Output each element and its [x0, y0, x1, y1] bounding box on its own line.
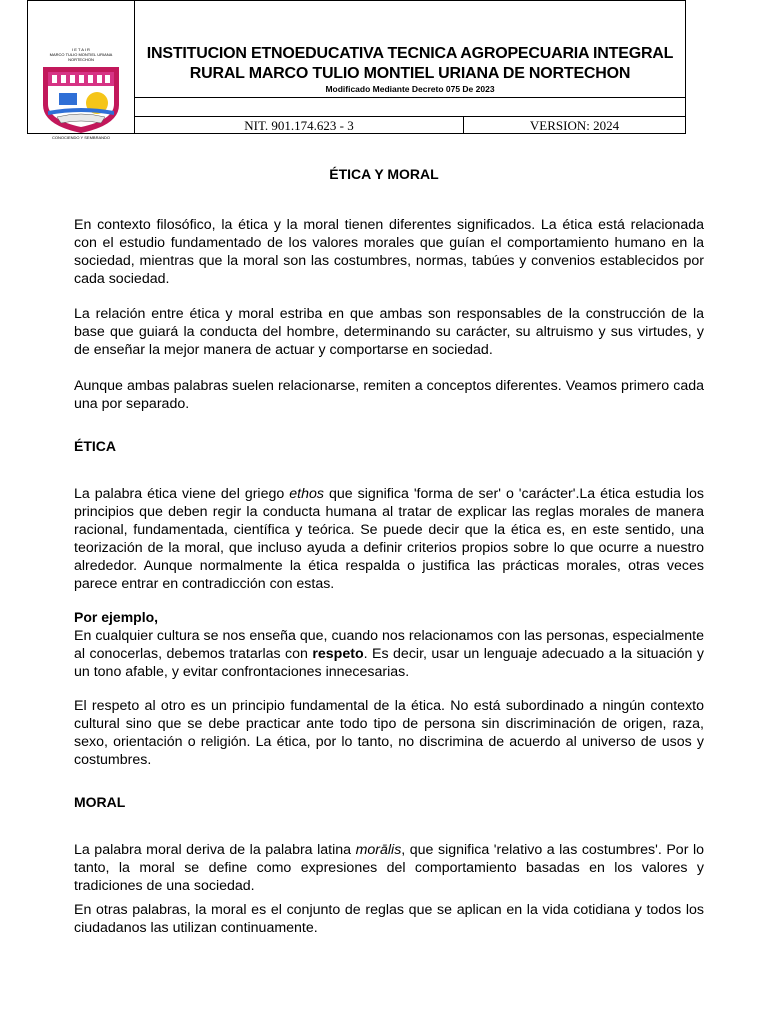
institution-name — [135, 44, 685, 84]
intro-paragraph-2: La relación entre ética y moral estriba en que ambas son responsables de la construcción de la base que guiará la conducta del hombre, determinando su carácter, su altruismo y sus virtudes, y de enseñar la mejor manera de actuar y comportarse en sociedad. — [74, 306, 704, 358]
nit-number: NIT. 901.174.623 - 3 — [244, 118, 354, 133]
moral-paragraph-2: En otras palabras, la moral es el conjunto de reglas que se aplican en la vida cotidiana y todos los ciudadanos las utilizan continuamente. — [74, 902, 704, 936]
logo-caption-line: MARCO TULIO MONTIEL URIANA — [49, 52, 113, 57]
example-text: En cualquier cultura se nos enseña que, cuando nos relacionamos con las personas, especialmente al conocerlas, debemos tratarlas con — [74, 628, 704, 662]
example-paragraph — [74, 627, 704, 681]
etica-paragraph — [74, 485, 704, 593]
document-title: ÉTICA Y MORAL — [329, 166, 439, 182]
decree-note: Modificado Mediante Decreto 075 De 2023 — [325, 84, 495, 94]
ethos-term: ethos — [289, 486, 324, 502]
etica-text: que significa 'forma de ser' o 'carácter'.La ética estudia los principios que deben regir la conducta humana al tratar de explicar las reglas morales de manera racional, fundamentada, científica y teórica. Se puede decir que la ética es, en este sentido, una teorización de la moral, que incluso ayuda a definir criterios propios sobre lo que ocurre a nuestro alrededor. Aunque normalmente la ética respalda o justifica las prácticas morales, otras veces parece entrar en contradicción con estas. — [74, 486, 704, 592]
logo-caption-line: I E T A I R — [72, 47, 90, 52]
version-label: VERSION: 2024 — [529, 118, 620, 133]
moral-paragraph-1 — [74, 841, 704, 895]
moral-text: La palabra moral deriva de la palabra latina — [74, 842, 356, 858]
intro-paragraph-1: En contexto filosófico, la ética y la moral tienen diferentes significados. La ética está relacionada con el estudio fundamentado de los valores morales que guían el comportamiento humano en la sociedad, mientras que la moral son las costumbres, normas, tabúes y convenios establecidos por cada sociedad. — [74, 217, 704, 287]
intro-paragraph-3: Aunque ambas palabras suelen relacionarse, remiten a conceptos diferentes. Veamos primero cada una por separado. — [74, 378, 704, 412]
etica-heading: ÉTICA — [74, 438, 116, 454]
moral-heading: MORAL — [74, 794, 126, 810]
logo-caption-line: NORTECHON — [68, 57, 94, 62]
institution-name-line1: INSTITUCION ETNOEDUCATIVA TECNICA AGROPECUARIA INTEGRAL — [146, 45, 674, 62]
logo-motto: CONOCIENDO Y SEMBRANDO — [51, 135, 111, 140]
school-crest-logo — [39, 63, 123, 135]
document-header — [27, 0, 686, 140]
header-divider — [134, 97, 685, 98]
header-divider — [134, 116, 685, 117]
moralis-term: morālis — [355, 842, 402, 858]
etica-text: La palabra ética viene del griego — [74, 486, 290, 502]
respeto-term: respeto — [312, 646, 364, 662]
example-text: . Es decir, usar un lenguaje adecuado a la situación y un tono afable, y evitar confrontaciones innecesarias. — [74, 646, 704, 680]
logo-cell — [28, 1, 135, 140]
moral-text: , que significa 'relativo a las costumbres'. Por lo tanto, la moral se define como expresiones del comportamiento basadas en los valores y tradiciones de una sociedad. — [74, 842, 704, 894]
example-heading: Por ejemplo, — [74, 609, 159, 625]
logo-caption — [28, 47, 134, 62]
respect-paragraph: El respeto al otro es un principio fundamental de la ética. No está subordinado a ningún contexto cultural sino que se debe practicar ante todo tipo de persona sin discriminación de origen, raza, sexo, orientación o religión. La ética, por lo tanto, no discrimina de acuerdo al universo de usos y costumbres. — [74, 698, 704, 768]
institution-name-line2: RURAL MARCO TULIO MONTIEL URIANA DE NORTECHON — [189, 65, 631, 82]
